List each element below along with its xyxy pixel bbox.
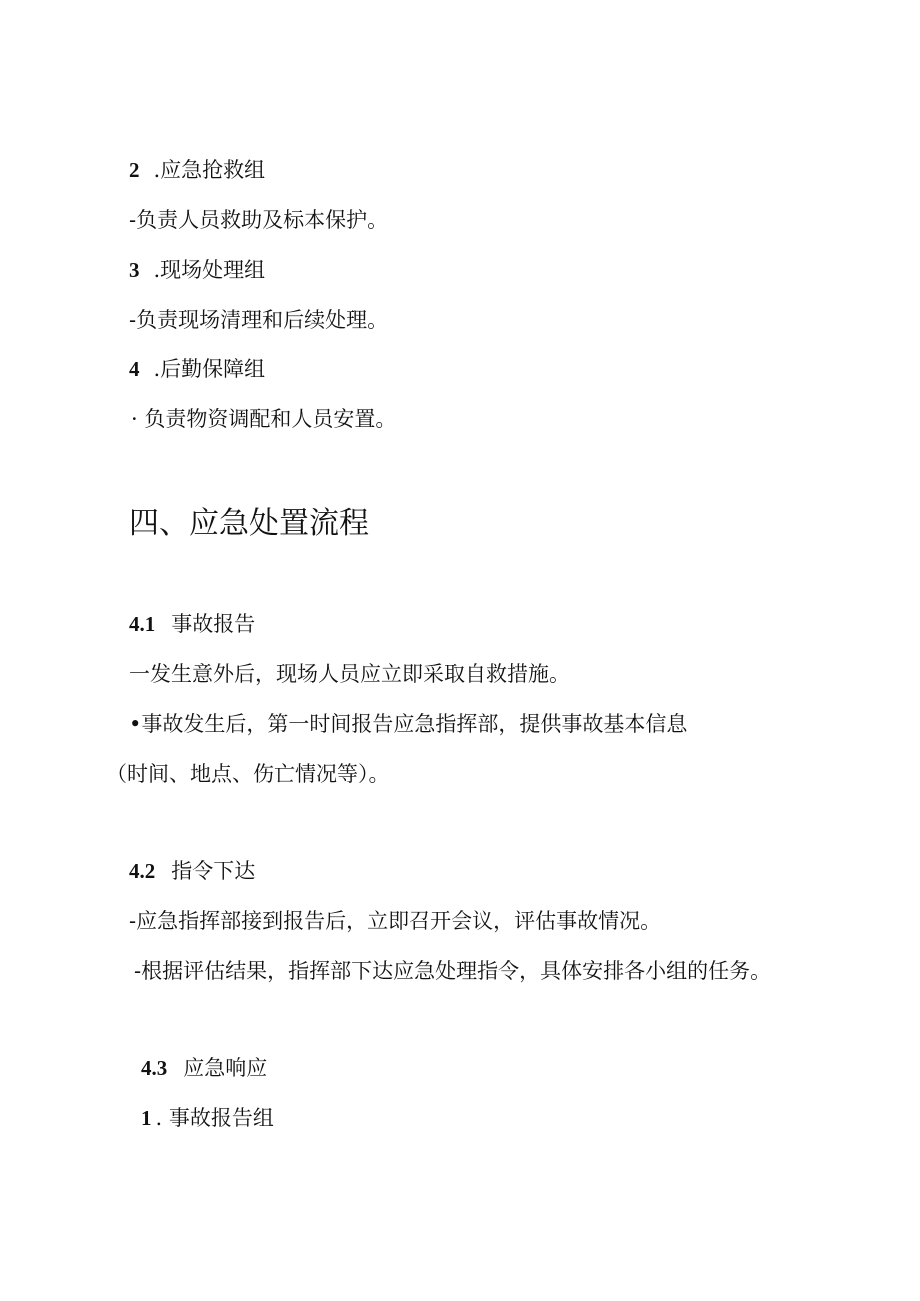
subsection-label: 指令下达 [171, 859, 256, 883]
list-item-emergency-rescue-group [129, 156, 265, 184]
subsection-number: 4.1 [129, 612, 156, 636]
list-item-accident-report-group [141, 1104, 274, 1132]
list-item-description: -负责人员救助及标本保护。 [129, 208, 389, 232]
item-number: 4 [129, 357, 140, 381]
item-title: .应急抢救组 [153, 158, 266, 182]
paragraph-line: •事故发生后，第一时间报告应急指挥部，提供事故基本信息 [129, 712, 688, 736]
subsection-title-emergency-response [141, 1054, 267, 1082]
section-heading: 四、应急处置流程 [129, 506, 369, 541]
list-item-onsite-handling-group [129, 256, 265, 284]
subsection-number: 4.2 [129, 859, 156, 883]
item-number: 2 [129, 158, 140, 182]
subsection-number: 4.3 [141, 1056, 168, 1080]
subsection-label: 事故报告 [171, 612, 256, 636]
list-item-description: · 负责物资调配和人员安置。 [131, 407, 397, 431]
subsection-title-accident-report [129, 610, 255, 638]
item-title: .现场处理组 [153, 258, 266, 282]
paragraph-line: -应急指挥部接到报告后，立即召开会议，评估事故情况。 [129, 909, 662, 933]
subsection-label: 应急响应 [183, 1056, 268, 1080]
item-number: 3 [129, 258, 140, 282]
paragraph-line: 一发生意外后，现场人员应立即采取自救措施。 [129, 662, 570, 686]
list-item-logistics-group [129, 355, 265, 383]
item-title: .后勤保障组 [153, 357, 266, 381]
paragraph-line: （时间、地点、伤亡情况等）。 [106, 762, 390, 786]
subsection-title-command-issuance [129, 857, 255, 885]
list-item-description: -负责现场清理和后续处理。 [129, 308, 389, 332]
paragraph-line: -根据评估结果，指挥部下达应急处理指令，具体安排各小组的任务。 [134, 959, 772, 983]
item-title: . 事故报告组 [155, 1106, 274, 1130]
item-number: 1 [141, 1106, 152, 1130]
